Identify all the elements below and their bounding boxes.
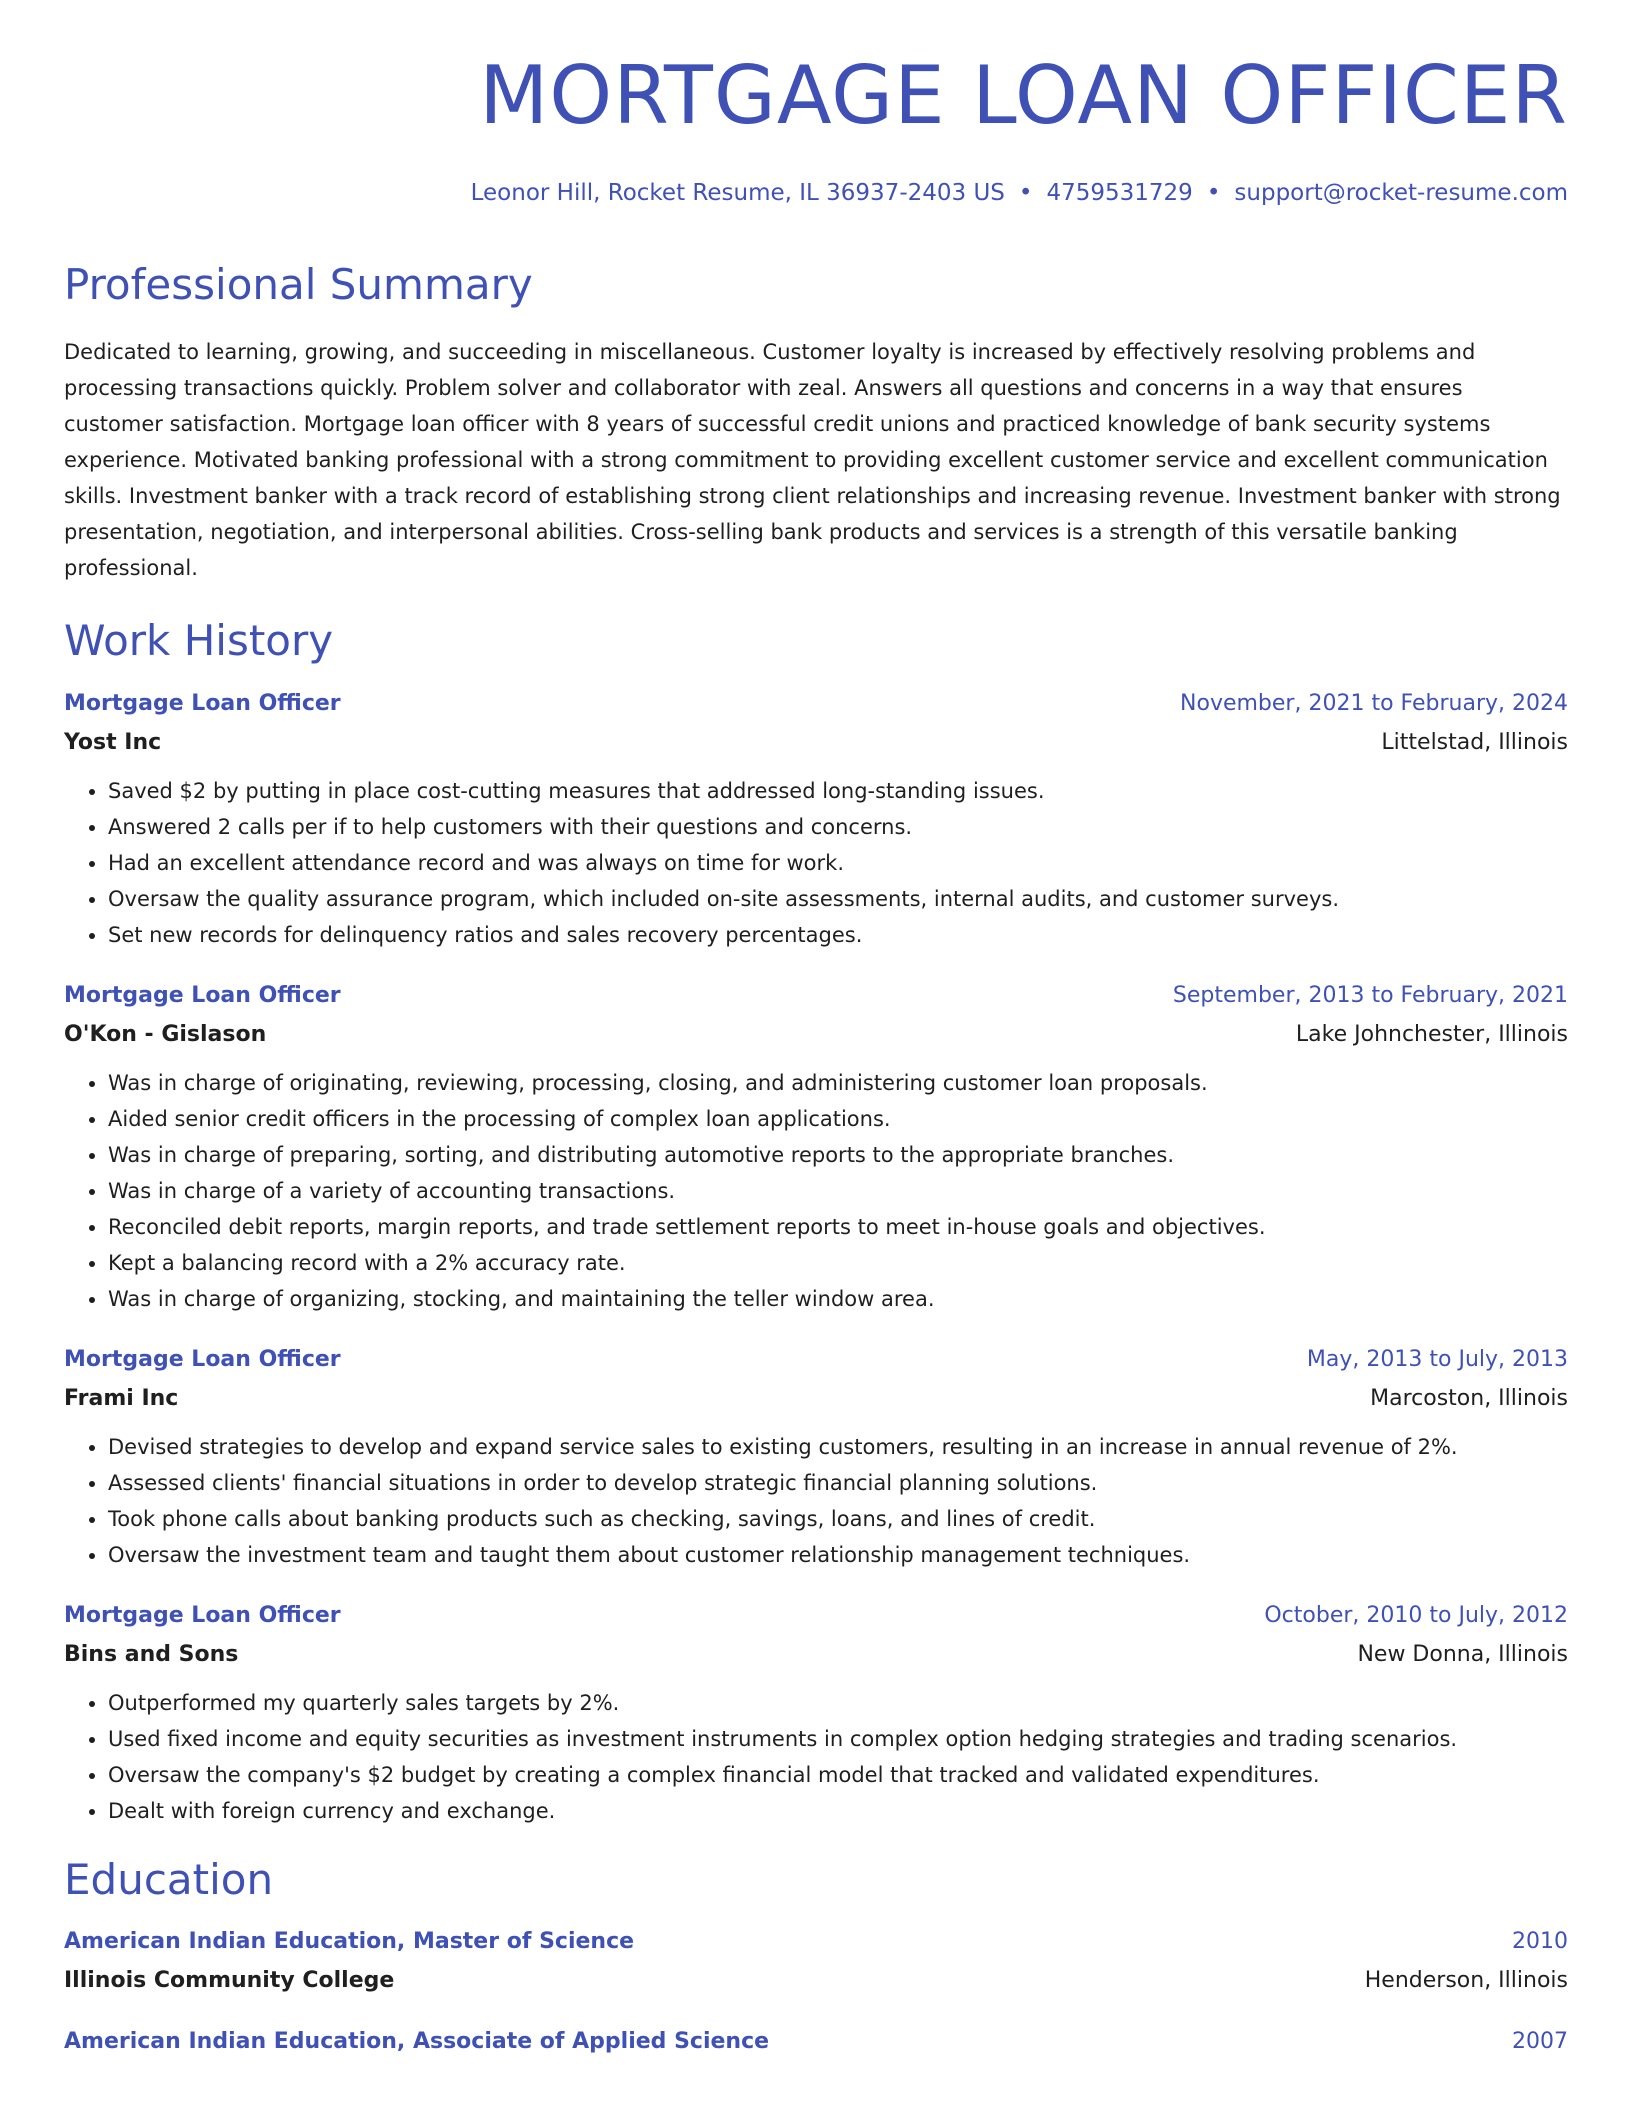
job-entry [64, 1341, 1568, 1573]
job-bullets [64, 1065, 1568, 1317]
job-company: Yost Inc [64, 729, 162, 755]
job-bullet-item: • Was in charge of preparing, sorting, and distributing automotive reports to the appropriate branches. [108, 1137, 1568, 1173]
education-entry [64, 2023, 1568, 2061]
job-bullet-item: • Was in charge of a variety of accounting transactions. [108, 1173, 1568, 1209]
job-location: Littelstad, Illinois [1381, 729, 1568, 755]
job-bullets [64, 1685, 1568, 1829]
job-header-row [64, 685, 1568, 723]
education-school-row [64, 1961, 1568, 2001]
contact-email[interactable]: support@rocket-resume.com [1234, 180, 1568, 206]
job-role: Mortgage Loan Officer [64, 982, 341, 1008]
education-year: 2010 [1512, 1929, 1568, 1955]
job-bullet-item: • Took phone calls about banking products such as checking, savings, loans, and lines of credit. [108, 1501, 1568, 1537]
job-bullet-item: • Used fixed income and equity securities as investment instruments in complex option hedging strategies and trading scenarios. [108, 1721, 1568, 1757]
job-bullet-item: • Devised strategies to develop and expand service sales to existing customers, resulting in an increase in annual revenue of 2%. [108, 1429, 1568, 1465]
education-header-row [64, 1923, 1568, 1961]
job-bullet-item: • Was in charge of originating, reviewing, processing, closing, and administering customer loan proposals. [108, 1065, 1568, 1101]
job-bullet-item: • Had an excellent attendance record and was always on time for work. [108, 845, 1568, 881]
job-bullet-item: • Outperformed my quarterly sales targets by 2%. [108, 1685, 1568, 1721]
job-bullet-item: • Saved $2 by putting in place cost-cutting measures that addressed long-standing issues. [108, 773, 1568, 809]
education-degree: American Indian Education, Associate of Applied Science [64, 2029, 770, 2055]
job-header-row [64, 1597, 1568, 1635]
job-bullet-item: • Oversaw the quality assurance program, which included on-site assessments, internal audits, and customer surveys. [108, 881, 1568, 917]
job-header-row [64, 977, 1568, 1015]
job-entry [64, 685, 1568, 953]
job-company: Bins and Sons [64, 1641, 239, 1667]
job-bullet-item: • Kept a balancing record with a 2% accuracy rate. [108, 1245, 1568, 1281]
education-entry [64, 1923, 1568, 2001]
job-bullet-item: • Dealt with foreign currency and exchange. [108, 1793, 1568, 1829]
job-company: O'Kon - Gislason [64, 1021, 267, 1047]
summary-heading: Professional Summary [64, 260, 533, 309]
job-bullet-item: • Oversaw the company's $2 budget by creating a complex financial model that tracked and validated expenditures. [108, 1757, 1568, 1793]
work-history-heading: Work History [64, 616, 334, 666]
job-dates: May, 2013 to July, 2013 [1306, 1346, 1568, 1372]
job-company-row [64, 1635, 1568, 1675]
education-year: 2007 [1512, 2029, 1568, 2055]
resume-title: MORTGAGE LOAN OFFICER [479, 49, 1568, 142]
contact-separator: • [1018, 180, 1033, 206]
job-role: Mortgage Loan Officer [64, 1602, 341, 1628]
job-bullet-item: • Answered 2 calls per if to help customers with their questions and concerns. [108, 809, 1568, 845]
job-role: Mortgage Loan Officer [64, 1346, 341, 1372]
job-dates: September, 2013 to February, 2021 [1172, 982, 1568, 1008]
education-location: Henderson, Illinois [1364, 1968, 1568, 1994]
job-bullets [64, 1429, 1568, 1573]
education-degree: American Indian Education, Master of Science [64, 1929, 635, 1955]
job-bullet-item: • Set new records for delinquency ratios and sales recovery percentages. [108, 917, 1568, 953]
job-company-row [64, 723, 1568, 763]
job-role: Mortgage Loan Officer [64, 690, 341, 716]
job-location: Lake Johnchester, Illinois [1295, 1021, 1568, 1047]
job-location: New Donna, Illinois [1357, 1641, 1568, 1667]
education-header-row [64, 2023, 1568, 2061]
contact-separator: • [1206, 180, 1221, 206]
job-bullet-item: • Reconciled debit reports, margin reports, and trade settlement reports to meet in-house goals and objectives. [108, 1209, 1568, 1245]
job-bullets [64, 773, 1568, 953]
job-company-row [64, 1015, 1568, 1055]
job-entry [64, 977, 1568, 1317]
job-bullet-item: • Oversaw the investment team and taught them about customer relationship management techniques. [108, 1537, 1568, 1573]
job-company-row [64, 1379, 1568, 1419]
contact-address: Leonor Hill, Rocket Resume, IL 36937-2403 US [470, 180, 1005, 206]
job-bullet-item: • Assessed clients' financial situations in order to develop strategic financial planning solutions. [108, 1465, 1568, 1501]
contact-line [64, 180, 1568, 206]
summary-text: Dedicated to learning, growing, and succeeding in miscellaneous. Customer loyalty is increased by effectively resolving problems and processing transactions quickly. Problem solver and collaborator with zeal. Answers all questions and concerns in a way that ensures customer satisfaction. Mortgage loan officer with 8 years of successful credit unions and practiced knowledge of bank security systems experience. Motivated banking professional with a strong commitment to providing excellent customer service and excellent communication skills. Investment banker with a track record of establishing strong client relationships and increasing revenue. Investment banker with strong presentation, negotiation, and interpersonal abilities. Cross-selling bank products and services is a strength of this versatile banking professional. [64, 340, 1561, 581]
education-heading: Education [64, 1854, 274, 1904]
job-dates: October, 2010 to July, 2012 [1264, 1602, 1568, 1628]
job-entry [64, 1597, 1568, 1829]
contact-phone: 4759531729 [1046, 180, 1193, 206]
job-company: Frami Inc [64, 1385, 179, 1411]
job-bullet-item: • Aided senior credit officers in the processing of complex loan applications. [108, 1101, 1568, 1137]
education-list [64, 1923, 1568, 2061]
job-bullet-item: • Was in charge of organizing, stocking, and maintaining the teller window area. [108, 1281, 1568, 1317]
work-history-list [64, 685, 1568, 1829]
job-location: Marcoston, Illinois [1370, 1385, 1568, 1411]
job-dates: November, 2021 to February, 2024 [1180, 690, 1568, 716]
education-school: Illinois Community College [64, 1968, 395, 1994]
job-header-row [64, 1341, 1568, 1379]
